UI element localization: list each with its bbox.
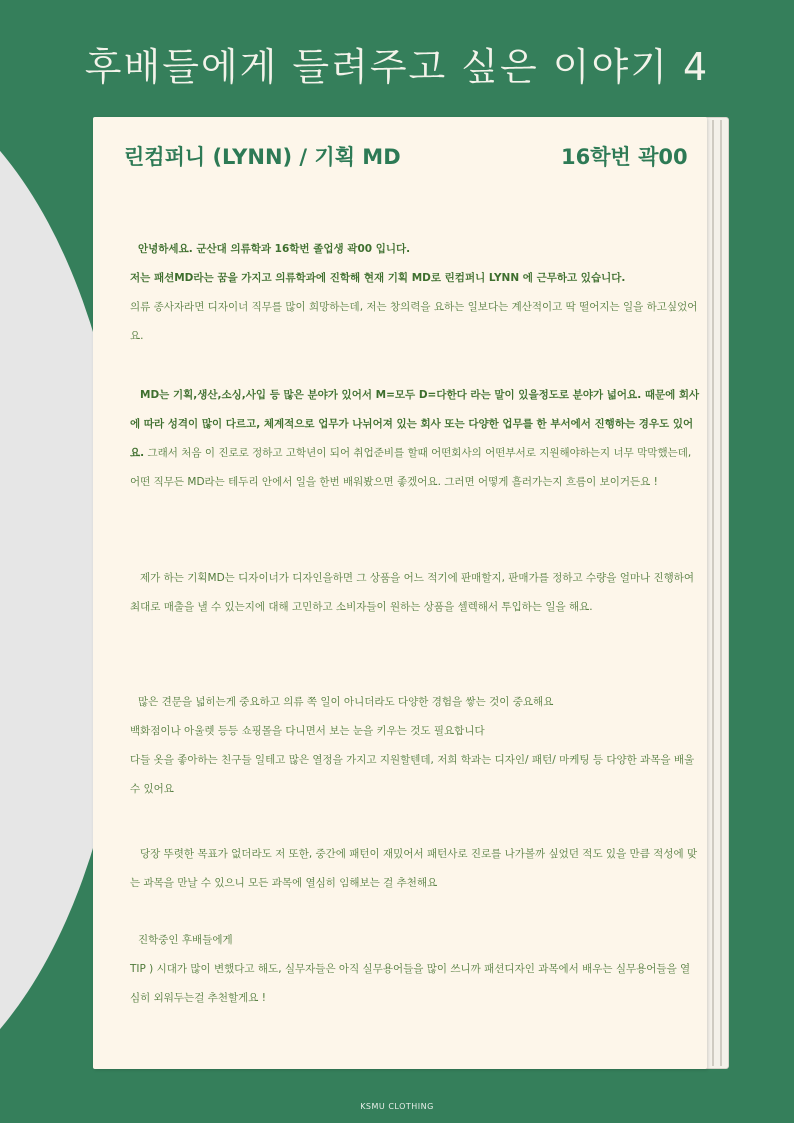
letter-paper	[93, 117, 707, 1069]
intro-line-2: 저는 패션MD라는 꿈을 가지고 의류학과에 진학해 현재 기획 MD로 린컴퍼니 LYNN 에 근무하고 있습니다.	[130, 272, 626, 284]
paragraph-intro	[130, 235, 700, 351]
paragraph-planning-md	[130, 564, 700, 622]
intro-line-3: 의류 종사자라면 디자이너 직무를 많이 희망하는데, 저는 창의력을 요하는 일보다는 계산적이고 딱 떨어지는 일을 하고싶었어요.	[130, 301, 698, 342]
intro-line-1: 안녕하세요. 군산대 의류학과 16학번 졸업생 곽00 입니다.	[138, 243, 411, 255]
page-title: 후배들에게 들려주고 싶은 이야기 4	[84, 45, 710, 89]
advice-text: 당장 뚜렷한 목표가 없더라도 저 또한, 중간에 패턴이 재밌어서 패턴사로 진로를 나가볼까 싶었던 적도 있을 만큼 적성에 맞는 과목을 만날 수 있으니 모든 과목에 열심히 임해보는 걸 추천해요	[130, 848, 698, 889]
experience-line-1: 많은 견문을 넓히는게 중요하고 의류 쪽 일이 아니더라도 다양한 경험을 쌓는 것이 중요해요	[138, 696, 554, 708]
md-overview-bold: MD는 기획,생산,소싱,사입 등 많은 분야가 있어서 M=모두 D=다한다 라는 말이 있을정도로 분야가 넓어요. 때문에 회사에 따라 성격이 많이 다르고, 체계적으로 업무가 나뉘어져 있는 회사 또는 다양한 업무를 한 부서에서 진행하는 경우도 있어요.	[130, 389, 700, 459]
experience-line-2: 백화점이나 아울렛 등등 쇼핑몰을 다니면서 보는 눈을 키우는 것도 필요합니다	[130, 725, 485, 737]
planning-md-text: 제가 하는 기획MD는 디자이너가 디자인을하면 그 상품을 어느 적기에 판매할지, 판매가를 정하고 수량을 얼마나 진행하여 최대로 매출을 낼 수 있는지에 대해 고민하고 소비자들이 원하는 상품을 셀렉해서 투입하는 일을 해요.	[130, 572, 695, 613]
md-overview-normal: 그래서 처음 이 진로로 정하고 고학년이 되어 취업준비를 할때 어떤회사의 어떤부서로 지원해야하는지 너무 막막했는데, 어떤 직무든 MD라는 테두리 안에서 일을 한번 배워봤으면 좋겠어요. 그러면 어떻게 흘러가는지 흐름이 보이거든요 !	[130, 447, 692, 488]
paragraph-tip	[130, 926, 700, 1013]
paper-edge-line	[712, 120, 714, 1066]
tip-heading: 진학중인 후배들에게	[138, 934, 233, 946]
footer-brand: KSMU CLOTHING	[360, 1102, 434, 1111]
paper-edge-line	[720, 120, 722, 1066]
paper-stack	[93, 117, 729, 1069]
author-heading: 16학번 곽00	[561, 145, 688, 169]
paragraph-experience	[130, 688, 700, 804]
tip-text: TIP ) 시대가 많이 변했다고 해도, 실무자들은 아직 실무용어들을 많이 쓰니까 패션디자인 과목에서 배우는 실무용어들을 열심히 외워두는걸 추천할게요 !	[130, 963, 691, 1004]
experience-line-3: 다들 옷을 좋아하는 친구들 일테고 많은 열정을 가지고 지원할텐데, 저희 학과는 디자인/ 패턴/ 마케팅 등 다양한 과목을 배울 수 있어요	[130, 754, 695, 795]
paragraph-advice	[130, 840, 700, 898]
paragraph-md-overview	[130, 381, 700, 497]
company-role-heading: 린컴퍼니 (LYNN) / 기획 MD	[124, 145, 401, 169]
